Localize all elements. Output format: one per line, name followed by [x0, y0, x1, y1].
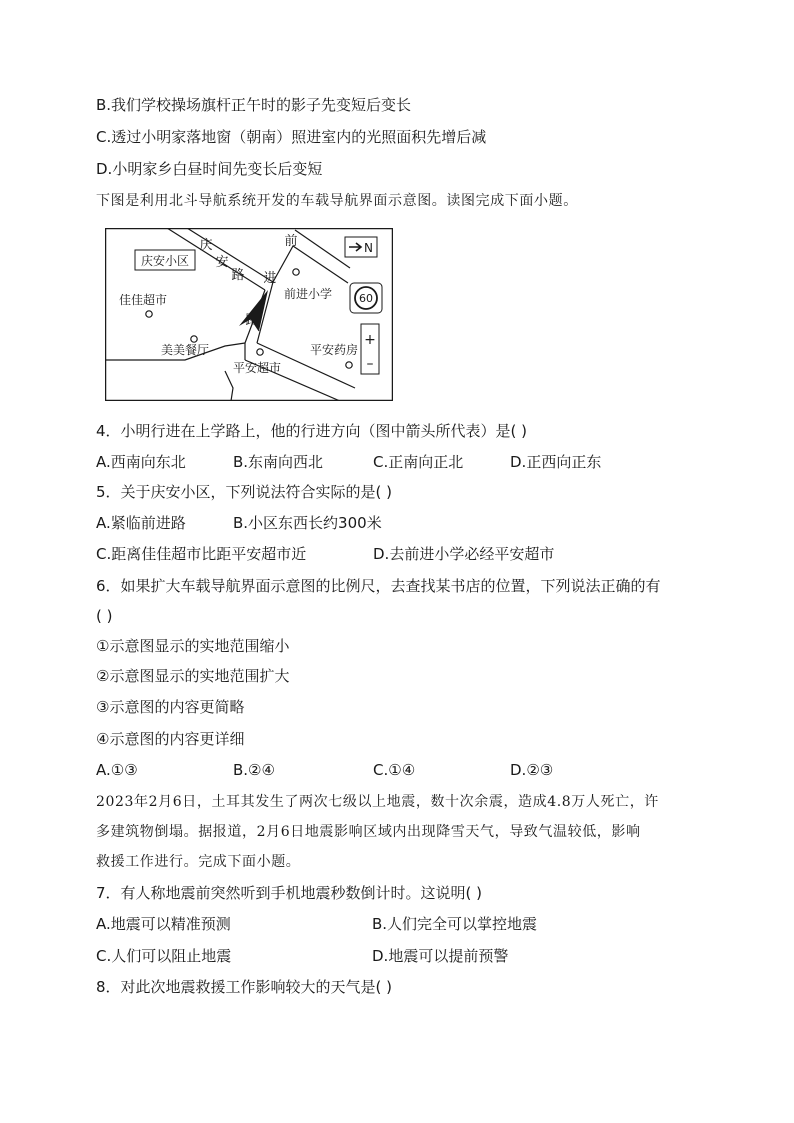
q6-option-c: C.①④ [373, 761, 416, 779]
zoom-in-button[interactable]: + [364, 332, 376, 348]
place-meimei: 美美餐厅 [161, 343, 210, 357]
q5-option-b: B.小区东西长约300米 [233, 514, 382, 532]
place-pingan-pharmacy: 平安药房 [310, 343, 359, 357]
community-label: 庆安小区 [140, 254, 190, 268]
road1-char-1: 庆 [199, 238, 213, 253]
earthquake-intro-1: 2023年2月6日，土耳其发生了两次七级以上地震，数十次余震，造成4.8万人死亡，许 [96, 794, 659, 810]
q7-option-b: B.人们完全可以掌控地震 [372, 915, 538, 933]
option-line-d: D.小明家乡白昼时间先变长后变短 [96, 160, 323, 178]
q6-option-a: A.①③ [96, 761, 138, 779]
q4-option-b: B.东南向西北 [233, 453, 324, 471]
earthquake-intro-2: 多建筑物倒塌。据报道，2月6日地震影响区域内出现降雪天气，导致气温较低，影响 [96, 824, 641, 840]
q5-option-a: A.紧临前进路 [96, 514, 186, 532]
road2-char-2: 进 [263, 271, 277, 286]
question-6: 6．如果扩大车载导航界面示意图的比例尺，去查找某书店的位置，下列说法正确的有 [96, 577, 661, 595]
zoom-control[interactable] [361, 324, 379, 374]
place-meimei-marker [191, 336, 197, 342]
q6-statement-2: ②示意图显示的实地范围扩大 [96, 667, 290, 685]
place-pingan-market-marker [257, 349, 263, 355]
question-8: 8．对此次地震救援工作影响较大的天气是( ) [96, 978, 393, 996]
q6-option-d: D.②③ [510, 761, 554, 779]
q7-option-c: C.人们可以阻止地震 [96, 947, 232, 965]
place-jiajia-marker [146, 311, 152, 317]
place-pingan-pharmacy-marker [346, 362, 352, 368]
q6-statement-1: ①示意图显示的实地范围缩小 [96, 637, 290, 655]
q6-option-b: B.②④ [233, 761, 275, 779]
map-intro: 下图是利用北斗导航系统开发的车载导航界面示意图。读图完成下面小题。 [96, 193, 578, 209]
q5-option-c: C.距离佳佳超市比距平安超市近 [96, 545, 307, 563]
road2-char-1: 前 [284, 234, 298, 249]
q4-option-c: C.正南向正北 [373, 453, 464, 471]
place-jiajia: 佳佳超市 [119, 293, 168, 307]
earthquake-intro-3: 救援工作进行。完成下面小题。 [96, 854, 301, 870]
place-qianjin-school: 前进小学 [284, 287, 333, 301]
speed-limit-value: 60 [359, 292, 373, 305]
place-qianjin-school-marker [293, 269, 299, 275]
place-pingan-market: 平安超市 [233, 361, 282, 375]
navigation-map [105, 228, 393, 401]
north-label: N [364, 241, 373, 255]
zoom-out-button[interactable]: – [366, 356, 374, 372]
road1-char-2: 安 [215, 255, 229, 270]
option-line-b: B.我们学校操场旗杆正午时的影子先变短后变长 [96, 96, 412, 114]
question-6-bracket: ( ) [96, 607, 113, 625]
q7-option-d: D.地震可以提前预警 [372, 947, 509, 965]
option-line-c: C.透过小明家落地窗（朝南）照进室内的光照面积先增后减 [96, 128, 487, 146]
question-5: 5．关于庆安小区，下列说法符合实际的是( ) [96, 483, 393, 501]
q6-statement-4: ④示意图的内容更详细 [96, 730, 245, 748]
q4-option-a: A.西南向东北 [96, 453, 186, 471]
question-7: 7．有人称地震前突然听到手机地震秒数倒计时。这说明( ) [96, 884, 483, 902]
road1-char-3: 路 [231, 268, 245, 283]
q7-option-a: A.地震可以精准预测 [96, 915, 231, 933]
q4-option-d: D.正西向正东 [510, 453, 602, 471]
q6-statement-3: ③示意图的内容更简略 [96, 698, 245, 716]
question-4: 4．小明行进在上学路上，他的行进方向（图中箭头所代表）是( ) [96, 422, 528, 440]
q5-option-d: D.去前进小学必经平安超市 [373, 545, 555, 563]
